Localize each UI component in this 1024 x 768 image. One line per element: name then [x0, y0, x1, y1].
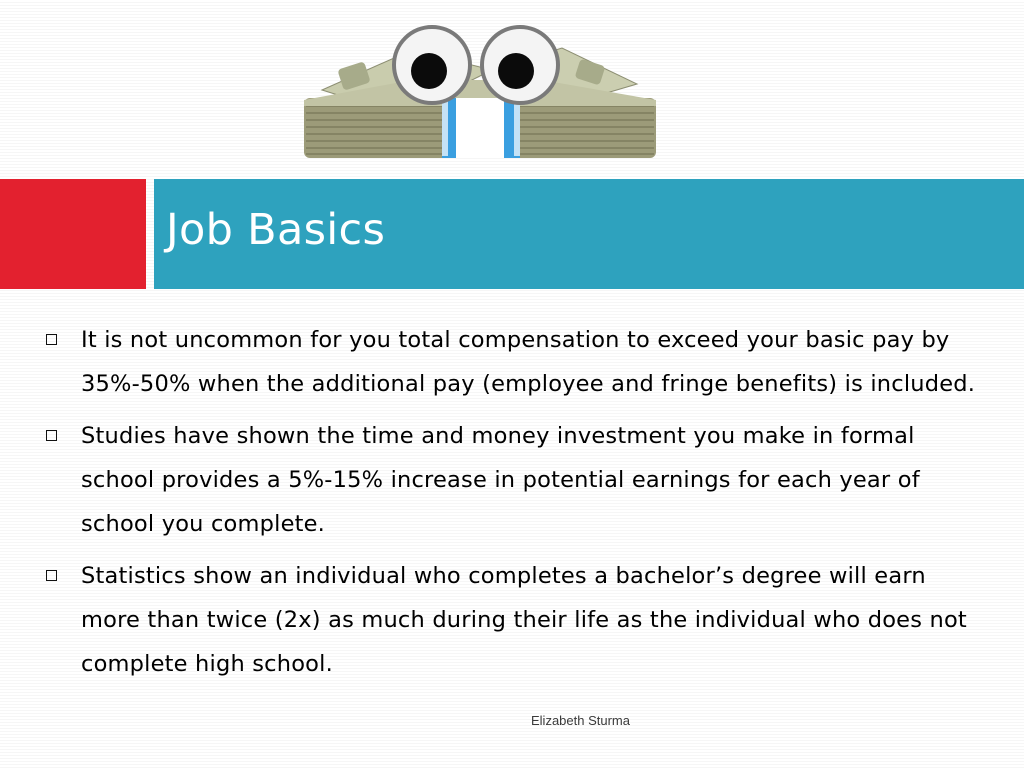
slide-title: Job Basics	[166, 205, 386, 255]
bullet-item	[46, 318, 976, 406]
square-bullet-icon	[46, 570, 57, 581]
title-bar	[154, 179, 1024, 289]
bullet-list	[46, 318, 976, 694]
bullet-item	[46, 414, 976, 546]
square-bullet-icon	[46, 430, 57, 441]
bullet-item	[46, 554, 976, 686]
red-accent-block	[0, 179, 146, 289]
footer-author: Elizabeth Sturma	[531, 713, 630, 728]
money-with-googly-eyes-image	[292, 20, 664, 160]
square-bullet-icon	[46, 334, 57, 345]
bullet-text: Studies have shown the time and money investment you make in formal school provides a 5%-15% increase in potential earnings for each year of school you complete.	[81, 423, 920, 537]
bullet-text: Statistics show an individual who completes a bachelor’s degree will earn more than twice (2x) as much during their life as the individual who does not complete high school.	[81, 563, 967, 677]
bullet-text: It is not uncommon for you total compensation to exceed your basic pay by 35%-50% when the additional pay (employee and fringe benefits) is included.	[81, 327, 976, 397]
